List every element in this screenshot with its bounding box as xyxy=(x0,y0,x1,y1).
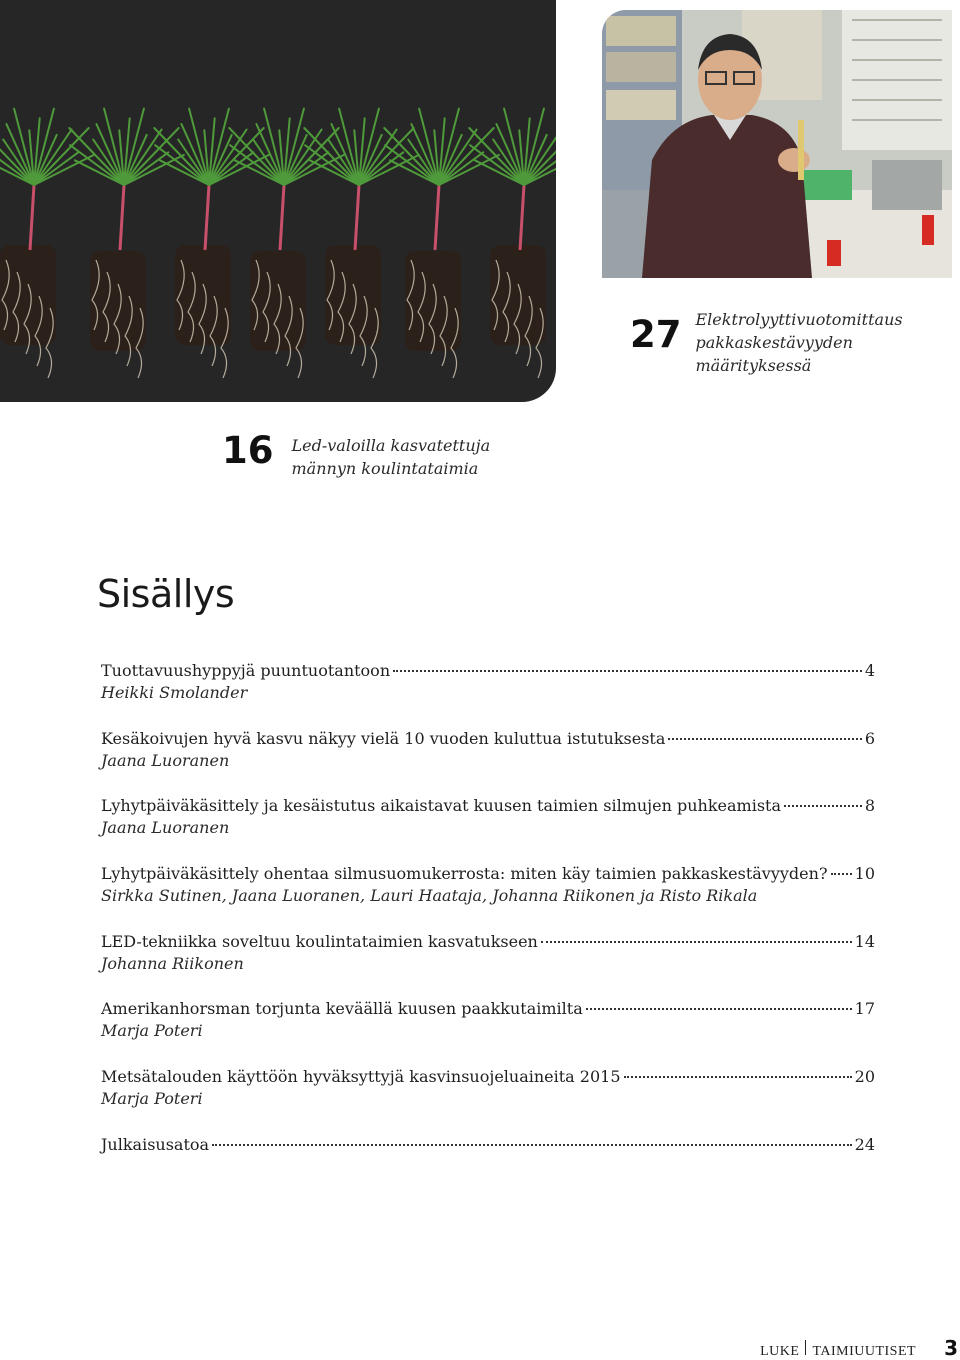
feature-title xyxy=(292,434,491,480)
toc-entry-title: Amerikanhorsman torjunta keväällä kuusen paakkutaimilta xyxy=(101,999,583,1019)
toc-entry-title: Lyhytpäiväkäsittely ohentaa silmusuomukerrosta: miten käy taimien pakkaskestävyyden? xyxy=(101,864,828,884)
lab-researcher-photo xyxy=(602,10,952,278)
feature-title xyxy=(696,308,960,377)
toc-entry[interactable] xyxy=(101,931,875,999)
toc-entry[interactable] xyxy=(101,1134,875,1202)
seedling xyxy=(0,109,94,378)
toc-page-number: 4 xyxy=(864,661,875,680)
feature-page-number: 16 xyxy=(222,428,274,472)
lab-illustration xyxy=(602,10,952,278)
feature-page-number: 27 xyxy=(630,313,682,356)
toc-leader-dots xyxy=(784,805,862,807)
toc-entry-title: Lyhytpäiväkäsittely ja kesäistutus aikaistavat kuusen taimien silmujen puhkeamista xyxy=(101,796,782,816)
page-footer xyxy=(760,1336,958,1360)
feature-title-line: männyn koulintataimia xyxy=(291,459,479,478)
toc-leader-dots xyxy=(586,1008,852,1010)
table-of-contents xyxy=(101,660,875,1202)
toc-entry-author: Heikki Smolander xyxy=(101,683,248,702)
seedling xyxy=(384,109,499,378)
toc-leader-dots xyxy=(541,941,852,943)
toc-entry-author: Jaana Luoranen xyxy=(101,750,230,770)
toc-entry[interactable] xyxy=(101,728,875,796)
toc-page-number: 24 xyxy=(854,1134,875,1154)
toc-page-number: 10 xyxy=(854,864,875,884)
toc-entry-title: Julkaisusatoa xyxy=(101,1134,210,1154)
toc-entry-author: Marja Poteri xyxy=(101,1021,203,1041)
toc-entry-author: Johanna Riikonen xyxy=(101,953,244,973)
seedling xyxy=(69,109,184,378)
toc-entry[interactable] xyxy=(101,795,875,863)
toc-entry-title: Metsätalouden käyttöön hyväksyttyjä kasvinsuojeluaineita 2015 xyxy=(101,1067,621,1087)
feature-title-line: pakkaskestävyyden määrityksessä xyxy=(695,333,853,375)
seedlings-photo xyxy=(0,0,556,402)
feature-title-line: Led-valoilla kasvatettuja xyxy=(291,436,491,455)
footer-divider xyxy=(805,1340,806,1355)
seedling xyxy=(469,109,556,378)
feature-callout-16[interactable] xyxy=(222,420,490,480)
publication-name-right: TAIMIUUTISET xyxy=(812,1344,917,1359)
toc-entry-author: Marja Poteri xyxy=(101,1089,203,1109)
toc-page-number: 6 xyxy=(864,728,875,748)
toc-page-number: 17 xyxy=(854,999,875,1019)
toc-entry[interactable] xyxy=(101,998,875,1066)
toc-page-number: 20 xyxy=(854,1067,875,1087)
seedlings-illustration xyxy=(0,0,556,402)
toc-entry-author: Sirkka Sutinen, Jaana Luoranen, Lauri Haataja, Johanna Riikonen ja Risto Rikala xyxy=(101,886,758,906)
contents-heading: Sisällys xyxy=(97,572,235,616)
publication-name-left: LUKE xyxy=(760,1344,800,1359)
toc-entry-author: Jaana Luoranen xyxy=(101,818,230,838)
toc-leader-dots xyxy=(624,1076,852,1078)
toc-entry[interactable] xyxy=(101,660,875,728)
toc-entry-title: LED-tekniikka soveltuu koulintataimien kasvatukseen xyxy=(101,931,538,951)
feature-title-line: Elektrolyyttivuotomittaus xyxy=(695,310,903,329)
toc-page-number: 14 xyxy=(854,931,875,951)
toc-entry[interactable] xyxy=(101,863,875,931)
seedling xyxy=(304,109,419,378)
toc-leader-dots xyxy=(831,873,852,875)
toc-entry-title: Kesäkoivujen hyvä kasvu näkyy vielä 10 vuoden kuluttua istutuksesta xyxy=(101,728,666,748)
feature-callout-27[interactable] xyxy=(630,292,960,377)
toc-leader-dots xyxy=(668,738,861,740)
toc-entry[interactable] xyxy=(101,1066,875,1134)
toc-page-number: 8 xyxy=(864,796,875,816)
toc-leader-dots xyxy=(212,1144,852,1146)
toc-leader-dots xyxy=(393,670,862,672)
page-number: 3 xyxy=(944,1336,958,1360)
toc-entry-title: Tuottavuushyppyjä puuntuotantoon xyxy=(101,661,391,680)
